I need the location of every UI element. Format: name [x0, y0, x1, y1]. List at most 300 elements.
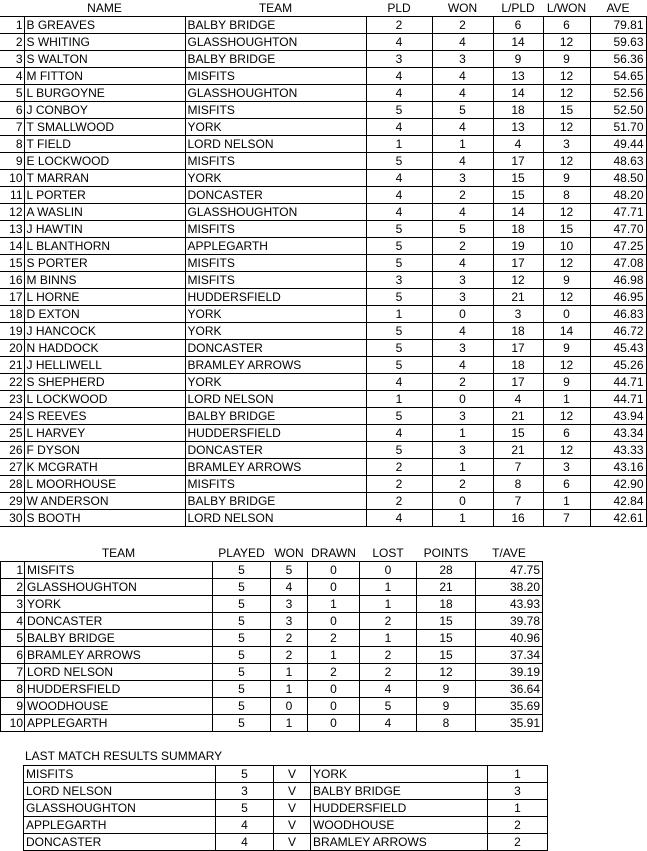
away-score-cell: 1	[488, 800, 548, 817]
team-average-cell: 38.20	[476, 579, 543, 596]
rank-cell: 4	[1, 613, 25, 630]
lost-cell: 0	[360, 562, 417, 579]
played-cell: 5	[366, 102, 432, 119]
rank-cell: 19	[0, 323, 24, 340]
won-cell: 0	[271, 698, 308, 715]
table-row	[0, 153, 646, 170]
player-name-cell: J HANCOCK	[24, 323, 185, 340]
rank-cell: 11	[0, 187, 24, 204]
table-row	[0, 68, 646, 85]
average-cell: 59.63	[590, 34, 646, 51]
legs-won-cell: 8	[543, 187, 590, 204]
legs-won-cell: 12	[543, 153, 590, 170]
home-team-cell: MISFITS	[24, 766, 216, 783]
table-row	[0, 323, 646, 340]
team-name-cell: GLASSHOUGHTON	[25, 579, 213, 596]
rank-cell: 17	[0, 289, 24, 306]
player-name-cell: E LOCKWOOD	[24, 153, 185, 170]
team-cell: APPLEGARTH	[185, 238, 366, 255]
points-cell: 18	[417, 596, 476, 613]
average-cell: 46.95	[590, 289, 646, 306]
rank-cell: 23	[0, 391, 24, 408]
rank-cell: 8	[0, 136, 24, 153]
played-cell: 2	[366, 476, 432, 493]
average-cell: 47.70	[590, 221, 646, 238]
away-score-cell: 1	[488, 766, 548, 783]
team-cell: BALBY BRIDGE	[185, 408, 366, 425]
home-team-cell: LORD NELSON	[24, 783, 216, 800]
versus-cell: V	[274, 817, 311, 834]
table-row	[1, 715, 543, 732]
drawn-cell: 0	[308, 613, 360, 630]
drawn-cell: 0	[308, 681, 360, 698]
result-row	[24, 834, 548, 851]
points-cell: 15	[417, 647, 476, 664]
team-cell: LORD NELSON	[185, 510, 366, 527]
average-cell: 43.94	[590, 408, 646, 425]
won-cell: 4	[432, 357, 493, 374]
table-row	[1, 596, 543, 613]
table-row	[0, 476, 646, 493]
versus-cell: V	[274, 783, 311, 800]
home-score-cell: 3	[216, 783, 274, 800]
player-name-cell: S PORTER	[24, 255, 185, 272]
legs-played-cell: 3	[493, 306, 543, 323]
legs-played-cell: 4	[493, 136, 543, 153]
table-row	[0, 238, 646, 255]
rank-cell: 26	[0, 442, 24, 459]
legs-won-cell: 12	[543, 85, 590, 102]
legs-played-cell: 18	[493, 221, 543, 238]
played-cell: 5	[366, 238, 432, 255]
rank-cell: 27	[0, 459, 24, 476]
player-name-cell: L PORTER	[24, 187, 185, 204]
played-cell: 5	[213, 647, 271, 664]
team-average-cell: 37.34	[476, 647, 543, 664]
drawn-cell: 1	[308, 647, 360, 664]
team-cell: YORK	[185, 374, 366, 391]
won-cell: 5	[271, 562, 308, 579]
average-cell: 42.61	[590, 510, 646, 527]
table-row	[0, 17, 646, 34]
table-row	[0, 306, 646, 323]
player-name-cell: J CONBOY	[24, 102, 185, 119]
versus-cell: V	[274, 766, 311, 783]
player-name-cell: L HARVEY	[24, 425, 185, 442]
rank-cell: 5	[1, 630, 25, 647]
played-cell: 5	[213, 681, 271, 698]
away-team-cell: WOODHOUSE	[311, 817, 488, 834]
rank-cell: 29	[0, 493, 24, 510]
won-cell: 2	[432, 187, 493, 204]
results-table-body	[24, 766, 548, 851]
drawn-cell: 2	[308, 664, 360, 681]
team-name-cell: APPLEGARTH	[25, 715, 213, 732]
rank-cell: 3	[1, 596, 25, 613]
lost-cell: 2	[360, 664, 417, 681]
table-row	[0, 272, 646, 289]
won-cell: 4	[432, 119, 493, 136]
col-header-tave: T/AVE	[492, 546, 526, 560]
won-cell: 3	[271, 613, 308, 630]
rank-cell: 1	[1, 562, 25, 579]
home-score-cell: 5	[216, 766, 274, 783]
rank-cell: 4	[0, 68, 24, 85]
away-score-cell: 2	[488, 817, 548, 834]
away-score-cell: 3	[488, 783, 548, 800]
rank-cell: 21	[0, 357, 24, 374]
team-average-cell: 35.69	[476, 698, 543, 715]
rank-cell: 2	[0, 34, 24, 51]
played-cell: 2	[366, 459, 432, 476]
played-cell: 4	[366, 204, 432, 221]
won-cell: 1	[271, 715, 308, 732]
rank-cell: 6	[0, 102, 24, 119]
result-row	[24, 783, 548, 800]
table-row	[0, 102, 646, 119]
average-cell: 56.36	[590, 51, 646, 68]
legs-won-cell: 12	[543, 357, 590, 374]
table-row	[1, 681, 543, 698]
legs-played-cell: 19	[493, 238, 543, 255]
table-row	[0, 255, 646, 272]
points-cell: 8	[417, 715, 476, 732]
table-row	[0, 408, 646, 425]
team-cell: MISFITS	[185, 272, 366, 289]
legs-won-cell: 7	[543, 510, 590, 527]
team-cell: BRAMLEY ARROWS	[185, 357, 366, 374]
results-summary-table	[23, 765, 548, 851]
table-row	[0, 374, 646, 391]
player-name-cell: J HAWTIN	[24, 221, 185, 238]
away-team-cell: HUDDERSFIELD	[311, 800, 488, 817]
result-row	[24, 800, 548, 817]
won-cell: 1	[432, 425, 493, 442]
won-cell: 4	[432, 204, 493, 221]
away-score-cell: 2	[488, 834, 548, 851]
legs-played-cell: 21	[493, 289, 543, 306]
team-cell: GLASSHOUGHTON	[185, 85, 366, 102]
played-cell: 5	[213, 715, 271, 732]
legs-played-cell: 4	[493, 391, 543, 408]
played-cell: 1	[366, 306, 432, 323]
table-row	[1, 562, 543, 579]
team-cell: MISFITS	[185, 68, 366, 85]
team-cell: BRAMLEY ARROWS	[185, 459, 366, 476]
col-header-won: WON	[274, 546, 304, 560]
table-row	[0, 442, 646, 459]
won-cell: 3	[432, 51, 493, 68]
legs-played-cell: 9	[493, 51, 543, 68]
average-cell: 48.50	[590, 170, 646, 187]
player-name-cell: L BURGOYNE	[24, 85, 185, 102]
player-name-cell: S WALTON	[24, 51, 185, 68]
played-cell: 5	[366, 255, 432, 272]
table-row	[0, 51, 646, 68]
legs-won-cell: 3	[543, 459, 590, 476]
col-header-name: NAME	[87, 1, 122, 15]
won-cell: 1	[271, 681, 308, 698]
points-cell: 9	[417, 698, 476, 715]
legs-won-cell: 15	[543, 102, 590, 119]
col-header-lwon: L/WON	[546, 1, 587, 15]
played-cell: 5	[366, 323, 432, 340]
average-cell: 44.71	[590, 374, 646, 391]
lost-cell: 4	[360, 715, 417, 732]
average-cell: 46.72	[590, 323, 646, 340]
team-cell: MISFITS	[185, 102, 366, 119]
rank-cell: 16	[0, 272, 24, 289]
legs-won-cell: 12	[543, 408, 590, 425]
table-row	[1, 647, 543, 664]
legs-played-cell: 14	[493, 85, 543, 102]
player-name-cell: T MARRAN	[24, 170, 185, 187]
team-cell: HUDDERSFIELD	[185, 289, 366, 306]
rank-cell: 10	[1, 715, 25, 732]
table-row	[0, 170, 646, 187]
won-cell: 5	[432, 102, 493, 119]
legs-played-cell: 21	[493, 408, 543, 425]
team-cell: MISFITS	[185, 255, 366, 272]
drawn-cell: 0	[308, 715, 360, 732]
won-cell: 4	[432, 34, 493, 51]
home-team-cell: GLASSHOUGHTON	[24, 800, 216, 817]
col-header-ave: AVE	[606, 1, 630, 15]
table-row	[0, 493, 646, 510]
played-cell: 1	[366, 136, 432, 153]
team-table-header	[1, 545, 543, 562]
team-cell: YORK	[185, 323, 366, 340]
drawn-cell: 0	[308, 579, 360, 596]
played-cell: 5	[213, 613, 271, 630]
won-cell: 2	[432, 374, 493, 391]
rank-cell: 9	[1, 698, 25, 715]
drawn-cell: 0	[308, 562, 360, 579]
team-average-cell: 43.93	[476, 596, 543, 613]
average-cell: 52.50	[590, 102, 646, 119]
legs-played-cell: 21	[493, 442, 543, 459]
played-cell: 5	[213, 630, 271, 647]
lost-cell: 1	[360, 596, 417, 613]
col-header-pld: PLD	[387, 1, 411, 15]
home-team-cell: APPLEGARTH	[24, 817, 216, 834]
team-name-cell: LORD NELSON	[25, 664, 213, 681]
away-team-cell: BALBY BRIDGE	[311, 783, 488, 800]
table-row	[0, 357, 646, 374]
won-cell: 4	[432, 255, 493, 272]
player-name-cell: B GREAVES	[24, 17, 185, 34]
col-header-team: TEAM	[101, 546, 136, 560]
player-table-body	[0, 17, 646, 527]
won-cell: 0	[432, 391, 493, 408]
result-row	[24, 817, 548, 834]
legs-played-cell: 15	[493, 425, 543, 442]
legs-played-cell: 17	[493, 340, 543, 357]
won-cell: 1	[432, 136, 493, 153]
played-cell: 5	[213, 579, 271, 596]
team-cell: GLASSHOUGHTON	[185, 204, 366, 221]
drawn-cell: 1	[308, 596, 360, 613]
table-row	[0, 340, 646, 357]
col-header-team: TEAM	[258, 1, 293, 15]
won-cell: 2	[432, 476, 493, 493]
team-table-body	[1, 562, 543, 732]
rank-cell: 20	[0, 340, 24, 357]
points-cell: 15	[417, 613, 476, 630]
team-name-cell: HUDDERSFIELD	[25, 681, 213, 698]
legs-won-cell: 14	[543, 323, 590, 340]
home-team-cell: DONCASTER	[24, 834, 216, 851]
legs-won-cell: 15	[543, 221, 590, 238]
legs-won-cell: 9	[543, 170, 590, 187]
won-cell: 4	[432, 153, 493, 170]
drawn-cell: 2	[308, 630, 360, 647]
average-cell: 47.71	[590, 204, 646, 221]
home-score-cell: 5	[216, 800, 274, 817]
legs-won-cell: 12	[543, 34, 590, 51]
rank-cell: 25	[0, 425, 24, 442]
played-cell: 5	[366, 289, 432, 306]
played-cell: 4	[366, 170, 432, 187]
average-cell: 43.34	[590, 425, 646, 442]
rank-cell: 2	[1, 579, 25, 596]
versus-cell: V	[274, 834, 311, 851]
table-row	[0, 204, 646, 221]
player-name-cell: F DYSON	[24, 442, 185, 459]
table-row	[0, 85, 646, 102]
legs-won-cell: 9	[543, 374, 590, 391]
won-cell: 2	[432, 17, 493, 34]
team-cell: LORD NELSON	[185, 391, 366, 408]
rank-cell: 28	[0, 476, 24, 493]
table-row	[0, 510, 646, 527]
table-row	[0, 459, 646, 476]
table-row	[0, 119, 646, 136]
lost-cell: 4	[360, 681, 417, 698]
rank-cell: 10	[0, 170, 24, 187]
played-cell: 3	[366, 51, 432, 68]
player-name-cell: S WHITING	[24, 34, 185, 51]
lost-cell: 1	[360, 630, 417, 647]
legs-won-cell: 1	[543, 493, 590, 510]
won-cell: 2	[271, 647, 308, 664]
played-cell: 5	[213, 596, 271, 613]
played-cell: 4	[366, 85, 432, 102]
legs-played-cell: 7	[493, 459, 543, 476]
legs-played-cell: 18	[493, 323, 543, 340]
team-cell: MISFITS	[185, 221, 366, 238]
legs-played-cell: 14	[493, 204, 543, 221]
played-cell: 1	[366, 391, 432, 408]
played-cell: 4	[366, 34, 432, 51]
player-name-cell: L BLANTHORN	[24, 238, 185, 255]
team-average-cell: 35.91	[476, 715, 543, 732]
team-cell: YORK	[185, 170, 366, 187]
team-name-cell: YORK	[25, 596, 213, 613]
played-cell: 5	[366, 221, 432, 238]
legs-played-cell: 15	[493, 170, 543, 187]
rank-cell: 24	[0, 408, 24, 425]
average-cell: 46.83	[590, 306, 646, 323]
average-cell: 79.81	[590, 17, 646, 34]
team-cell: DONCASTER	[185, 442, 366, 459]
average-cell: 47.08	[590, 255, 646, 272]
results-summary-title: LAST MATCH RESULTS SUMMARY	[25, 749, 223, 763]
table-row	[1, 579, 543, 596]
player-name-cell: N HADDOCK	[24, 340, 185, 357]
played-cell: 3	[366, 272, 432, 289]
player-name-cell: L LOCKWOOD	[24, 391, 185, 408]
won-cell: 4	[271, 579, 308, 596]
legs-played-cell: 16	[493, 510, 543, 527]
team-average-cell: 40.96	[476, 630, 543, 647]
average-cell: 48.20	[590, 187, 646, 204]
legs-played-cell: 18	[493, 357, 543, 374]
legs-played-cell: 13	[493, 119, 543, 136]
average-cell: 48.63	[590, 153, 646, 170]
played-cell: 2	[366, 17, 432, 34]
won-cell: 3	[432, 408, 493, 425]
won-cell: 0	[432, 306, 493, 323]
played-cell: 5	[366, 442, 432, 459]
table-row	[0, 221, 646, 238]
team-cell: YORK	[185, 306, 366, 323]
won-cell: 2	[271, 630, 308, 647]
lost-cell: 1	[360, 579, 417, 596]
legs-played-cell: 8	[493, 476, 543, 493]
rank-cell: 9	[0, 153, 24, 170]
player-name-cell: M BINNS	[24, 272, 185, 289]
won-cell: 1	[432, 459, 493, 476]
table-row	[0, 34, 646, 51]
played-cell: 4	[366, 425, 432, 442]
average-cell: 43.16	[590, 459, 646, 476]
legs-played-cell: 17	[493, 153, 543, 170]
won-cell: 5	[432, 221, 493, 238]
won-cell: 3	[432, 289, 493, 306]
table-row	[1, 613, 543, 630]
player-name-cell: L HORNE	[24, 289, 185, 306]
team-standings-table	[0, 545, 543, 732]
won-cell: 2	[432, 238, 493, 255]
team-cell: DONCASTER	[185, 340, 366, 357]
points-cell: 21	[417, 579, 476, 596]
won-cell: 3	[432, 170, 493, 187]
legs-played-cell: 17	[493, 374, 543, 391]
legs-won-cell: 10	[543, 238, 590, 255]
legs-won-cell: 12	[543, 119, 590, 136]
average-cell: 42.90	[590, 476, 646, 493]
away-team-cell: BRAMLEY ARROWS	[311, 834, 488, 851]
average-cell: 45.43	[590, 340, 646, 357]
lost-cell: 2	[360, 647, 417, 664]
player-name-cell: L MOORHOUSE	[24, 476, 185, 493]
rank-cell: 5	[0, 85, 24, 102]
col-header-lpld: L/PLD	[501, 1, 535, 15]
average-cell: 42.84	[590, 493, 646, 510]
won-cell: 3	[271, 596, 308, 613]
player-name-cell: M FITTON	[24, 68, 185, 85]
rank-cell: 8	[1, 681, 25, 698]
home-score-cell: 4	[216, 817, 274, 834]
played-cell: 5	[366, 357, 432, 374]
player-name-cell: S SHEPHERD	[24, 374, 185, 391]
legs-won-cell: 1	[543, 391, 590, 408]
team-cell: LORD NELSON	[185, 136, 366, 153]
team-cell: GLASSHOUGHTON	[185, 34, 366, 51]
legs-played-cell: 13	[493, 68, 543, 85]
team-name-cell: WOODHOUSE	[25, 698, 213, 715]
